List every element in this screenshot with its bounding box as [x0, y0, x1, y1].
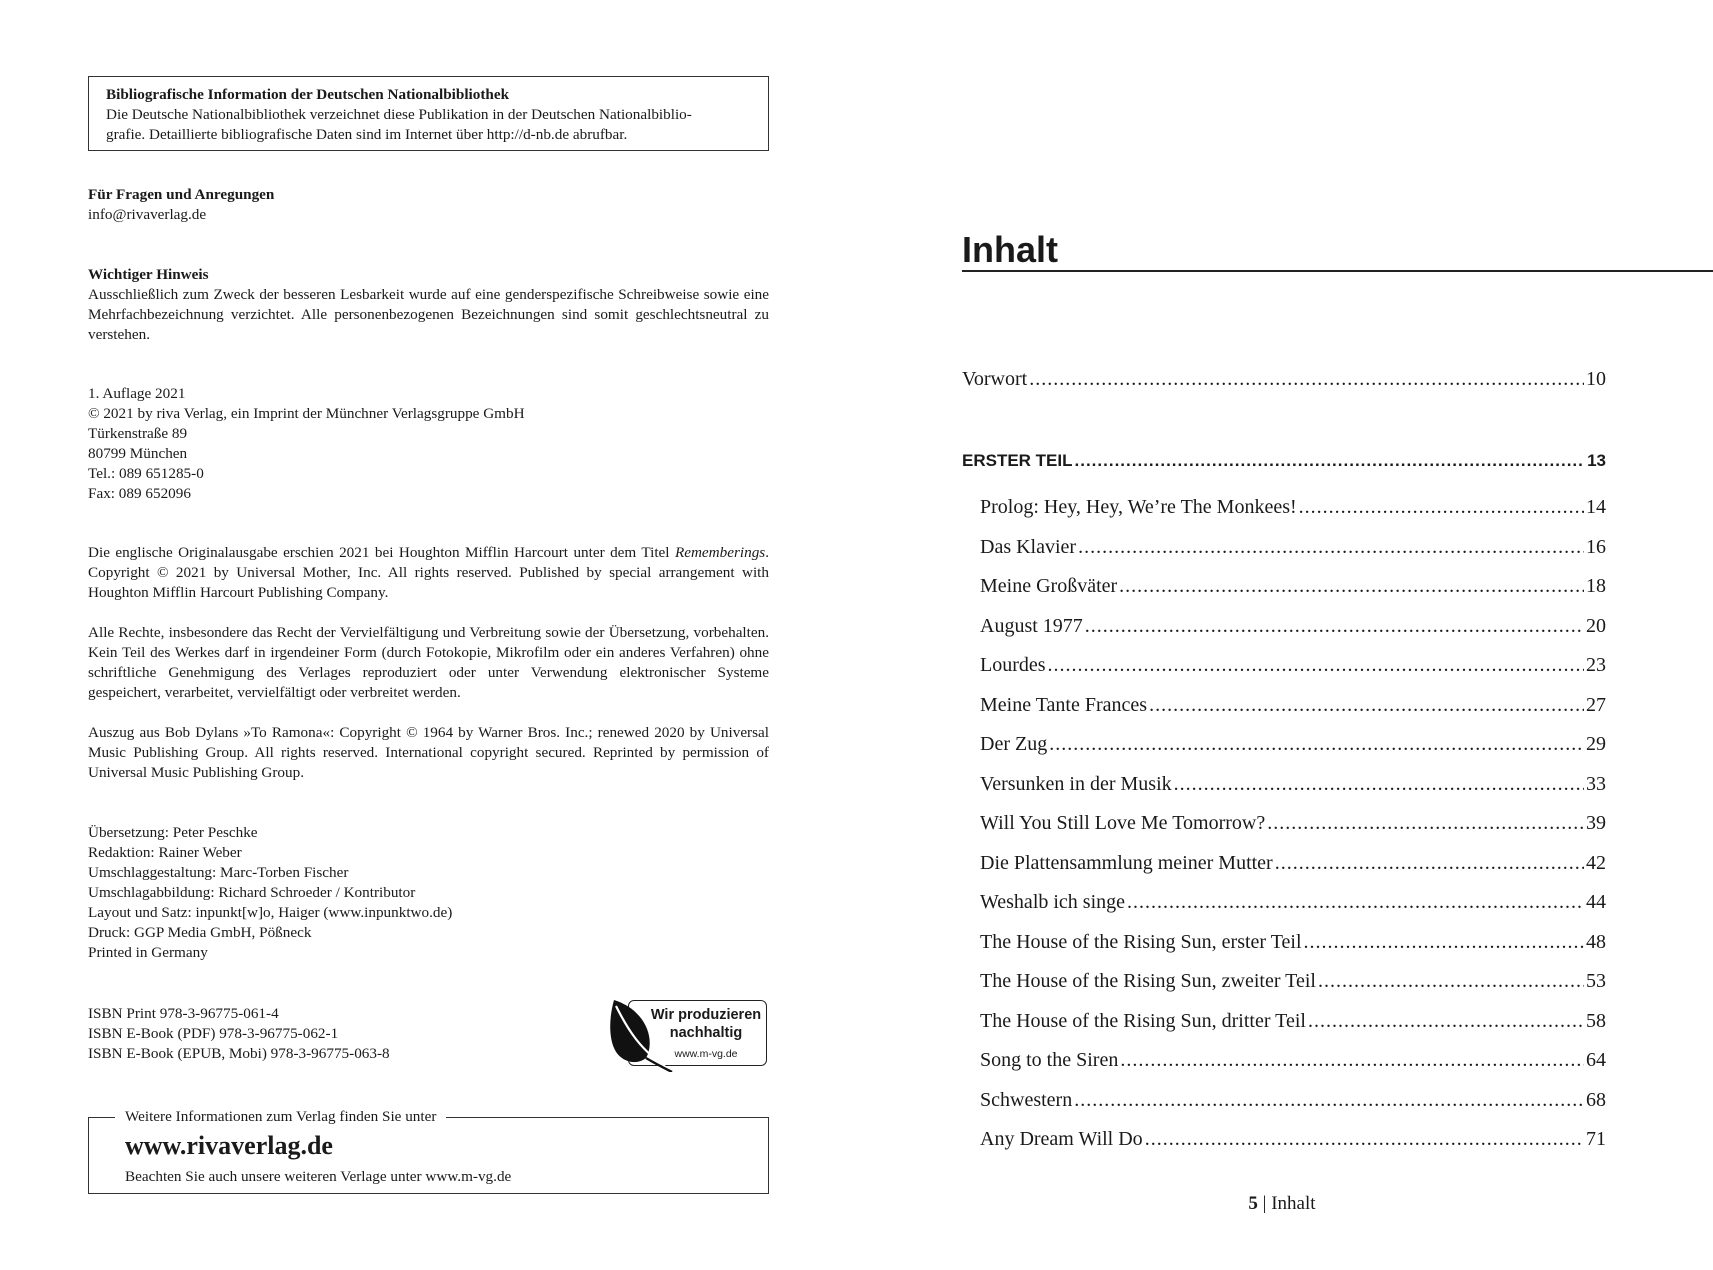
toc-entry: [980, 850, 1606, 876]
questions-email: info@rivaverlag.de: [88, 206, 207, 223]
footer-separator: |: [1262, 1193, 1267, 1214]
isbn-line: ISBN E-Book (EPUB, Mobi) 978-3-96775-063-8: [88, 1045, 390, 1062]
toc-entry-label: Schwestern: [980, 1088, 1073, 1111]
toc-entry-label: The House of the Rising Sun, erster Teil: [980, 930, 1302, 953]
toc-entry-page: 29: [1586, 733, 1606, 755]
toc-dot-leader: [1304, 929, 1584, 955]
toc-entry-page: 14: [1586, 496, 1606, 518]
page-title: Inhalt: [962, 229, 1058, 270]
toc-entry-label: The House of the Rising Sun, zweiter Teil: [980, 970, 1316, 992]
toc-dot-leader: [1174, 771, 1584, 797]
notice-block: [88, 265, 769, 345]
toc-dot-leader: [1119, 573, 1584, 599]
publisher-line: 80799 München: [88, 445, 188, 462]
toc-entry-label: Die Plattensammlung meiner Mutter: [980, 851, 1273, 874]
toc-dot-leader: [1029, 366, 1584, 392]
toc-entry: [980, 968, 1606, 994]
toc-entry-label: ERSTER TEIL: [962, 451, 1073, 470]
page-footer: [962, 1192, 1602, 1216]
toc-entry-page: 53: [1586, 970, 1606, 992]
website-url: www.rivaverlag.de: [125, 1131, 333, 1160]
toc-entry-page: 68: [1586, 1088, 1606, 1111]
toc-entry: [980, 771, 1606, 797]
toc-entry-page: 58: [1586, 1009, 1606, 1032]
website-box: [88, 1108, 769, 1194]
toc-dot-leader: [1308, 1008, 1584, 1034]
biblio-title: Bibliografische Information der Deutschen Nationalbibliothek: [106, 86, 510, 103]
toc-entry-label: Prolog: Hey, Hey, We’re The Monkees!: [980, 496, 1297, 518]
original-text-pre: Die englische Originalausgabe erschien 2021 bei Houghton Mifflin Harcourt unter dem Titel: [88, 544, 675, 561]
toc-entry-label: Der Zug: [980, 733, 1048, 755]
toc-dot-leader: [1078, 534, 1584, 560]
toc-dot-leader: [1085, 613, 1584, 639]
toc-entry: [980, 889, 1606, 915]
toc-dot-leader: [1075, 448, 1586, 474]
biblio-line: grafie. Detaillierte bibliografische Daten sind im Internet über http://d-nb.de abrufbar.: [106, 126, 628, 143]
toc-dot-leader: [1074, 1087, 1584, 1113]
toc-entry-page: 42: [1586, 851, 1606, 874]
toc-entry-page: 20: [1586, 614, 1606, 637]
toc-entry-page: 64: [1586, 1049, 1606, 1071]
toc-entry: [980, 1126, 1606, 1152]
questions-block: [88, 185, 769, 225]
toc-entry-page: 39: [1586, 812, 1606, 834]
toc-dot-leader: [1267, 810, 1584, 836]
original-text-post: . Copyright © 2021 by Universal Mother, Inc. All rights reserved. Published by special arrangement with Houghton Mifflin Harcourt Publishing Company.: [88, 544, 769, 601]
sustainability-badge: [606, 996, 769, 1070]
credits-block: [88, 823, 769, 963]
toc-entry-page: 10: [1586, 368, 1606, 390]
toc-entry-label: Meine Tante Frances: [980, 693, 1148, 716]
toc-entry: [980, 613, 1606, 639]
toc-entry: [980, 534, 1606, 560]
original-edition-text: [88, 543, 769, 603]
notice-text: Ausschließlich zum Zweck der besseren Lesbarkeit wurde auf eine genderspezifische Schreibweise sowie eine Mehrfachbezeichnung verzichtet. Alle personenbezogenen Bezeichnungen sind somit geschlechtsneutral zu verstehen.: [88, 286, 769, 343]
questions-title: Für Fragen und Anregungen: [88, 186, 275, 203]
toc-entry-label: Will You Still Love Me Tomorrow?: [980, 812, 1266, 834]
toc-entry: [980, 1008, 1606, 1034]
rights-text: Alle Rechte, insbesondere das Recht der Vervielfältigung und Verbreitung sowie der Übersetzung, vorbehalten. Kein Teil des Werkes darf in irgendeiner Form (durch Fotokopie, Mikrofilm oder ein anderes Verfahren) ohne schriftliche Genehmigung des Verlages reproduziert oder unter Verwendung elektronischer Systeme gespeichert, verarbeitet, vervielfältigt oder verbreitet werden.: [88, 624, 769, 701]
toc-entry-label: Any Dream Will Do: [980, 1128, 1143, 1150]
credit-line: Übersetzung: Peter Peschke: [88, 824, 258, 841]
notice-title: Wichtiger Hinweis: [88, 266, 209, 283]
toc-dot-leader: [1049, 731, 1584, 757]
publisher-line: Türkenstraße 89: [88, 425, 188, 442]
toc-dot-leader: [1127, 889, 1584, 915]
toc-entry-page: 13: [1587, 451, 1606, 470]
toc-entry-page: 71: [1586, 1128, 1606, 1150]
toc-entry-page: 23: [1586, 654, 1606, 676]
isbn-line: ISBN Print 978-3-96775-061-4: [88, 1005, 279, 1022]
publisher-line: Fax: 089 652096: [88, 485, 191, 502]
biblio-line: Die Deutsche Nationalbibliothek verzeichnet diese Publikation in der Deutschen Nationalbiblio-: [106, 106, 692, 123]
toc-entry: [980, 652, 1606, 678]
heading-rule: [962, 270, 1713, 272]
toc-entry-label: Versunken in der Musik: [980, 772, 1172, 795]
badge-line-2: nachhaltig: [669, 1025, 743, 1041]
toc-dot-leader: [1145, 1126, 1584, 1152]
toc-entry-label: Lourdes: [980, 654, 1046, 676]
credit-line: Umschlagabbildung: Richard Schroeder / Kontributor: [88, 884, 416, 901]
publisher-line: Tel.: 089 651285-0: [88, 465, 204, 482]
toc-entry-page: 33: [1586, 772, 1606, 795]
toc-entry-page: 44: [1586, 891, 1606, 913]
footer-label: Inhalt: [1271, 1193, 1316, 1214]
badge-line-1: Wir produzieren: [650, 1007, 762, 1023]
toc-entry-label: Das Klavier: [980, 535, 1077, 558]
toc-entry-page: 16: [1586, 535, 1606, 558]
credit-line: Printed in Germany: [88, 944, 208, 961]
toc-entry-page: 18: [1586, 575, 1606, 597]
toc-entry: [980, 1047, 1606, 1073]
toc-entry-label: Vorwort: [962, 368, 1028, 390]
toc-entry-label: The House of the Rising Sun, dritter Teil: [980, 1009, 1306, 1032]
toc-entry-label: Weshalb ich singe: [980, 891, 1126, 913]
original-title: Rememberings: [674, 544, 766, 561]
isbn-line: ISBN E-Book (PDF) 978-3-96775-062-1: [88, 1025, 339, 1042]
toc-entry: [980, 573, 1606, 599]
toc-entry-label: Meine Großväter: [980, 575, 1118, 597]
credit-line: Druck: GGP Media GmbH, Pößneck: [88, 924, 312, 941]
publisher-line: 1. Auflage 2021: [88, 385, 186, 402]
website-legend: Weitere Informationen zum Verlag finden Sie unter: [115, 1107, 446, 1127]
credit-line: Umschlaggestaltung: Marc-Torben Fischer: [88, 864, 349, 881]
website-note: Beachten Sie auch unsere weiteren Verlage unter www.m-vg.de: [125, 1168, 512, 1185]
publisher-block: [88, 384, 769, 504]
toc-part-heading: [962, 448, 1606, 474]
toc-entry: [980, 692, 1606, 718]
page-number: 5: [1248, 1193, 1258, 1214]
toc-entry: [980, 494, 1606, 520]
toc-entry: [980, 1087, 1606, 1113]
publisher-line: © 2021 by riva Verlag, ein Imprint der Münchner Verlagsgruppe GmbH: [88, 405, 525, 422]
toc-entry-label: Song to the Siren: [980, 1049, 1119, 1071]
toc-dot-leader: [1048, 652, 1584, 678]
toc-entry-label: August 1977: [980, 614, 1083, 637]
toc-dot-leader: [1299, 494, 1584, 520]
toc-dot-leader: [1275, 850, 1584, 876]
toc-entry-page: 48: [1586, 930, 1606, 953]
toc-dot-leader: [1318, 968, 1584, 994]
toc-entry-page: 27: [1586, 693, 1606, 716]
toc-dot-leader: [1120, 1047, 1584, 1073]
toc-dot-leader: [1149, 692, 1584, 718]
quote-permission-text: Auszug aus Bob Dylans »To Ramona«: Copyright © 1964 by Warner Bros. Inc.; renewed 2020 by Universal Music Publishing Group. All rights reserved. International copyright secured. Reprinted by permission of Universal Music Publishing Group.: [88, 724, 769, 781]
toc-entry: [980, 731, 1606, 757]
toc-entry: [980, 929, 1606, 955]
toc-entry-foreword: [962, 366, 1606, 392]
bibliographic-info-box: [88, 76, 769, 151]
isbn-block: [88, 1004, 518, 1064]
toc-entry: [980, 810, 1606, 836]
credit-line: Layout und Satz: inpunkt[w]o, Haiger (www.inpunktwo.de): [88, 904, 453, 921]
badge-url: www.m-vg.de: [674, 1048, 738, 1060]
credit-line: Redaktion: Rainer Weber: [88, 844, 242, 861]
